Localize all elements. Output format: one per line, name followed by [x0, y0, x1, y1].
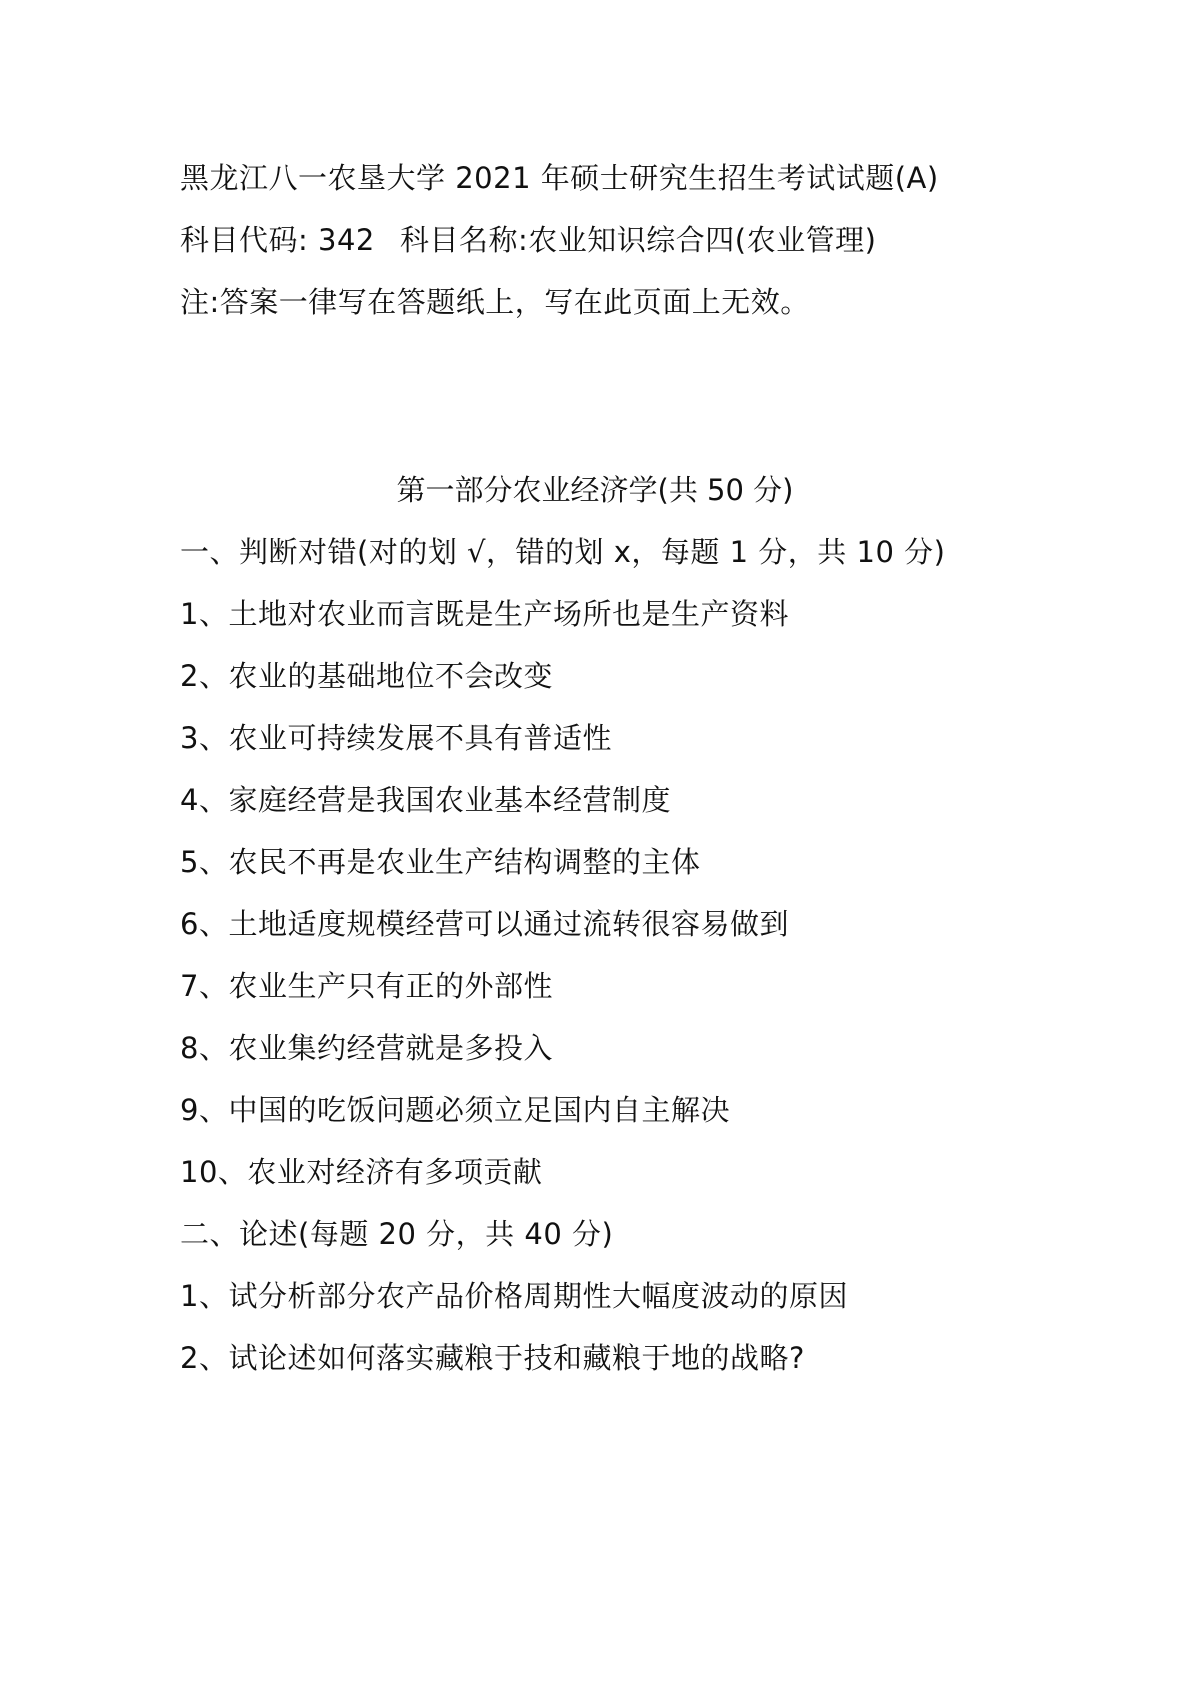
subject-line [180, 220, 876, 260]
part1-title: 第一部分农业经济学(共 50 分) [396, 473, 794, 507]
list-item: 2、试论述如何落实藏粮于技和藏粮于地的战略? [180, 1341, 805, 1375]
list-item: 1、土地对农业而言既是生产场所也是生产资料 [180, 597, 789, 631]
list-item: 8、农业集约经营就是多投入 [180, 1031, 553, 1065]
list-item: 4、家庭经营是我国农业基本经营制度 [180, 783, 671, 817]
list-item: 10、农业对经济有多项贡献 [180, 1155, 543, 1189]
subject-name: 科目名称:农业知识综合四(农业管理) [400, 223, 877, 257]
answer-note: 注:答案一律写在答题纸上，写在此页面上无效。 [180, 285, 810, 319]
exam-title: 黑龙江八一农垦大学 2021 年硕士研究生招生考试试题(A) [180, 161, 939, 195]
subject-code: 科目代码: 342 [180, 223, 375, 257]
list-item: 5、农民不再是农业生产结构调整的主体 [180, 845, 701, 879]
list-item: 6、土地适度规模经营可以通过流转很容易做到 [180, 907, 789, 941]
list-item: 1、试分析部分农产品价格周期性大幅度波动的原因 [180, 1279, 848, 1313]
list-item: 2、农业的基础地位不会改变 [180, 659, 553, 693]
list-item: 7、农业生产只有正的外部性 [180, 969, 553, 1003]
section2-heading: 二、论述(每题 20 分，共 40 分) [180, 1217, 614, 1251]
list-item: 9、中国的吃饭问题必须立足国内自主解决 [180, 1093, 730, 1127]
section1-heading: 一、判断对错(对的划 √，错的划 x，每题 1 分，共 10 分) [180, 535, 946, 569]
list-item: 3、农业可持续发展不具有普适性 [180, 721, 612, 755]
